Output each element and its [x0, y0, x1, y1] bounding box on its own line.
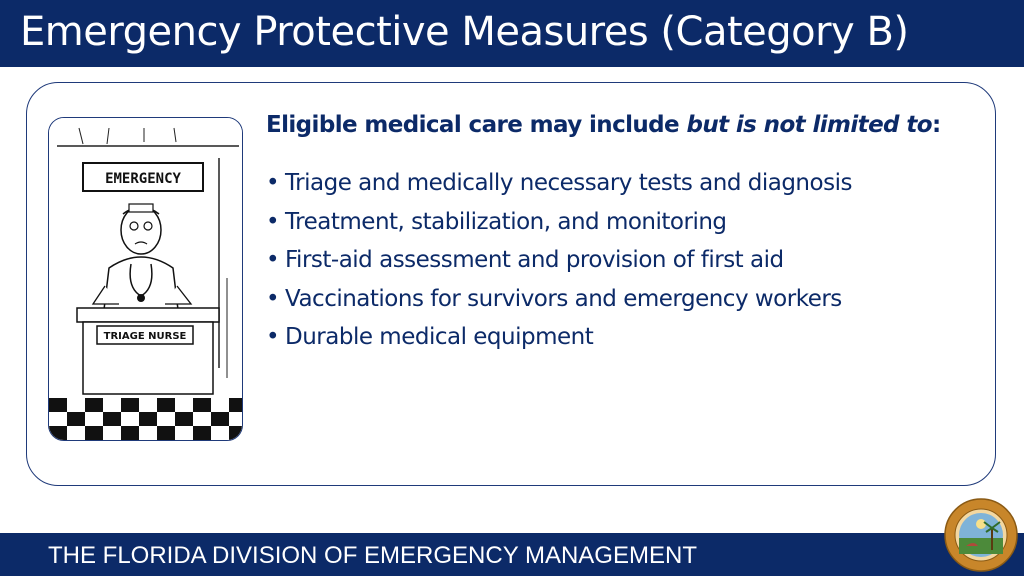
bullet-icon: • — [266, 208, 280, 235]
bullet-text: Treatment, stabilization, and monitoring — [285, 208, 727, 235]
bullet-text: Triage and medically necessary tests and diagnosis — [285, 170, 852, 196]
bullet-icon: • — [266, 324, 280, 350]
bullet-icon: • — [266, 247, 280, 273]
bullet-icon: • — [266, 170, 280, 196]
bullet-text: First-aid assessment and provision of first aid — [285, 247, 784, 273]
list-item — [266, 318, 852, 357]
bullet-text: Durable medical equipment — [285, 324, 594, 350]
triage-nurse-illustration — [48, 117, 243, 441]
slide-title: Emergency Protective Measures (Category B) — [20, 9, 909, 55]
bullet-text: Vaccinations for survivors and emergency workers — [285, 285, 842, 312]
list-item — [266, 203, 852, 242]
list-item — [266, 241, 852, 280]
heading-suffix: : — [931, 112, 941, 138]
bullet-icon: • — [266, 285, 280, 312]
footer-organization-name: THE FLORIDA DIVISION OF EMERGENCY MANAGEMENT — [48, 542, 697, 569]
cartoon-drawing — [49, 118, 243, 441]
list-item — [266, 164, 852, 203]
heading-prefix: Eligible medical care may include — [266, 112, 687, 138]
florida-state-seal-icon — [944, 498, 1018, 572]
heading-emphasis: but is not limited to — [686, 112, 932, 138]
bullet-list — [266, 164, 852, 357]
emergency-sign-text: EMERGENCY — [105, 171, 181, 187]
list-item — [266, 280, 852, 319]
content-heading — [266, 110, 941, 140]
desk-sign-text: TRIAGE NURSE — [103, 331, 187, 342]
